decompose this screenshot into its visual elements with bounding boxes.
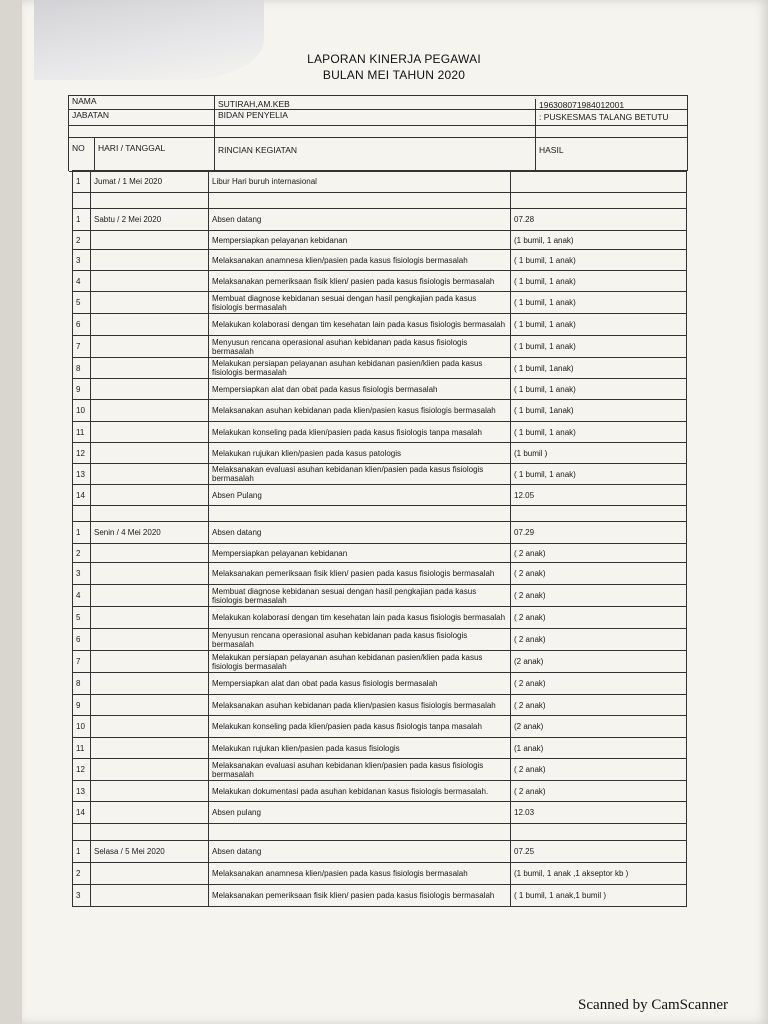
employee-header: [68, 95, 688, 171]
row-result: [511, 193, 687, 209]
row-activity: Membuat diagnose kebidanan sesuai dengan hasil pengkajian pada kasus fisiologis bermasalah: [209, 585, 511, 607]
table-row: [73, 863, 687, 885]
table-row: [73, 695, 687, 716]
row-no: 2: [73, 544, 91, 563]
table-row: [73, 336, 687, 358]
row-no: 14: [73, 485, 91, 506]
activity-table-body: [73, 171, 687, 907]
row-result: ( 2 anak): [511, 781, 687, 802]
row-result: ( 1 bumil, 1anak): [511, 400, 687, 422]
row-activity: Melaksanakan evaluasi asuhan kebidanan klien/pasien pada kasus fisiologis bermasalah: [209, 464, 511, 485]
table-row: [73, 544, 687, 563]
row-no: 4: [73, 271, 91, 292]
row-result: 07.25: [511, 841, 687, 863]
table-row: [73, 171, 687, 193]
row-day: Senin / 4 Mei 2020: [91, 522, 209, 544]
row-result: ( 1 bumil, 1 anak): [511, 314, 687, 336]
row-no: 7: [73, 336, 91, 358]
row-activity: Melaksanakan evaluasi asuhan kebidanan klien/pasien pada kasus fisiologis bermasalah: [209, 759, 511, 781]
row-no: 14: [73, 802, 91, 824]
jabatan-label: JABATAN: [69, 109, 215, 125]
row-day: [91, 400, 209, 422]
row-no: 7: [73, 651, 91, 673]
row-activity: Melaksanakan pemeriksaan fisik klien/ pasien pada kasus fisiologis bermasalah: [209, 271, 511, 292]
row-no: 12: [73, 759, 91, 781]
column-header-row: [69, 137, 687, 172]
row-day: [91, 824, 209, 841]
col-activity: RINCIAN KEGIATAN: [218, 145, 298, 155]
row-activity: Mempersiapkan alat dan obat pada kasus fisiologis bermasalah: [209, 379, 511, 400]
row-day: [91, 738, 209, 759]
col-no: NO: [69, 137, 95, 171]
row-activity: Absen datang: [209, 522, 511, 544]
row-result: 12.05: [511, 485, 687, 506]
report-period: BULAN MEI TAHUN 2020: [322, 68, 466, 82]
row-result: ( 1 bumil, 1 anak): [511, 250, 687, 271]
table-row: [73, 824, 687, 841]
report-title: LAPORAN KINERJA PEGAWAI: [307, 52, 481, 66]
row-result: ( 1 bumil, 1 anak): [511, 464, 687, 485]
row-result: (1 bumil, 1 anak ,1 akseptor kb ): [511, 863, 687, 885]
table-row: [73, 522, 687, 544]
row-activity: Membuat diagnose kebidanan sesuai dengan hasil pengkajian pada kasus fisiologis bermasalah: [209, 292, 511, 314]
row-activity: [209, 506, 511, 522]
row-result: ( 2 anak): [511, 673, 687, 695]
row-activity: Menyusun rencana operasional asuhan kebidanan pada kasus fisiologis bermasalah: [209, 336, 511, 358]
row-day: [91, 885, 209, 907]
jabatan-value: BIDAN PENYELIA: [218, 110, 288, 120]
row-day: [91, 802, 209, 824]
row-no: 1: [73, 841, 91, 863]
row-result: ( 1 bumil, 1 anak,1 bumil ): [511, 885, 687, 907]
row-result: ( 1 bumil, 1 anak): [511, 422, 687, 443]
row-no: [73, 193, 91, 209]
row-day: [91, 422, 209, 443]
row-activity: Melaksanakan asuhan kebidanan pada klien/pasien kasus fisiologis bermasalah: [209, 695, 511, 716]
table-row: [73, 250, 687, 271]
row-day: [91, 271, 209, 292]
table-row: [73, 651, 687, 673]
table-row: [73, 759, 687, 781]
table-row: [73, 673, 687, 695]
row-day: [91, 336, 209, 358]
row-day: [91, 695, 209, 716]
row-day: [91, 863, 209, 885]
row-day: [91, 563, 209, 585]
row-no: 6: [73, 314, 91, 336]
table-row: [73, 292, 687, 314]
table-row: [73, 358, 687, 379]
row-no: 3: [73, 885, 91, 907]
nama-value: SUTIRAH,AM.KEB: [218, 99, 290, 109]
row-activity: Melakukan persiapan pelayanan asuhan kebidanan pasien/klien pada kasus fisiologis bermasalah: [209, 651, 511, 673]
table-row: [73, 738, 687, 759]
row-result: ( 2 anak): [511, 563, 687, 585]
table-row: [73, 629, 687, 651]
row-day: [91, 231, 209, 250]
row-no: 10: [73, 716, 91, 738]
row-no: 9: [73, 695, 91, 716]
table-row: [73, 231, 687, 250]
row-activity: Menyusun rencana operasional asuhan kebidanan pada kasus fisiologis bermasalah: [209, 629, 511, 651]
row-day: [91, 485, 209, 506]
table-row: [73, 607, 687, 629]
table-row: [73, 379, 687, 400]
table-row: [73, 716, 687, 738]
row-day: Jumat / 1 Mei 2020: [91, 171, 209, 193]
row-result: ( 2 anak): [511, 544, 687, 563]
row-activity: [209, 193, 511, 209]
table-row: [73, 563, 687, 585]
row-no: 5: [73, 292, 91, 314]
blank-cell-a: [69, 125, 215, 137]
row-result: ( 1 bumil, 1 anak): [511, 336, 687, 358]
table-row: [73, 314, 687, 336]
row-day: [91, 464, 209, 485]
row-activity: Absen datang: [209, 841, 511, 863]
row-result: ( 1 bumil, 1 anak): [511, 379, 687, 400]
row-day: [91, 651, 209, 673]
row-result: ( 2 anak): [511, 607, 687, 629]
row-activity: Melakukan kolaborasi dengan tim kesehatan lain pada kasus fisiologis bermasalah: [209, 607, 511, 629]
row-day: [91, 607, 209, 629]
row-no: 8: [73, 673, 91, 695]
row-no: 11: [73, 738, 91, 759]
row-no: 10: [73, 400, 91, 422]
table-row: [73, 485, 687, 506]
row-activity: Absen pulang: [209, 802, 511, 824]
table-row: [73, 443, 687, 464]
row-activity: Melaksanakan pemeriksaan fisik klien/ pasien pada kasus fisiologis bermasalah: [209, 563, 511, 585]
row-result: 07.29: [511, 522, 687, 544]
row-activity: Mempersiapkan pelayanan kebidanan: [209, 544, 511, 563]
row-activity: Melaksanakan pemeriksaan fisik klien/ pasien pada kasus fisiologis bermasalah: [209, 885, 511, 907]
activity-table: [72, 170, 687, 907]
row-activity: Melaksanakan anamnesa klien/pasien pada kasus fisiologis bermasalah: [209, 863, 511, 885]
table-row: [73, 422, 687, 443]
row-day: [91, 716, 209, 738]
table-row: [73, 585, 687, 607]
camscanner-watermark: Scanned by CamScanner: [578, 997, 728, 1013]
row-day: [91, 506, 209, 522]
row-activity: Mempersiapkan pelayanan kebidanan: [209, 231, 511, 250]
row-day: Selasa / 5 Mei 2020: [91, 841, 209, 863]
table-row: [73, 885, 687, 907]
row-activity: Melaksanakan asuhan kebidanan pada klien/pasien kasus fisiologis bermasalah: [209, 400, 511, 422]
row-no: 1: [73, 522, 91, 544]
row-no: 1: [73, 171, 91, 193]
row-result: ( 2 anak): [511, 629, 687, 651]
row-activity: Mempersiapkan alat dan obat pada kasus fisiologis bermasalah: [209, 673, 511, 695]
row-no: 12: [73, 443, 91, 464]
row-result: ( 2 anak): [511, 695, 687, 716]
row-no: 5: [73, 607, 91, 629]
row-activity: Melakukan rujukan klien/pasien pada kasus fisiologis: [209, 738, 511, 759]
table-row: [73, 271, 687, 292]
table-row: [73, 209, 687, 231]
row-result: [511, 824, 687, 841]
row-activity: Melakukan konseling pada klien/pasien pada kasus fisiologis tanpa masalah: [209, 422, 511, 443]
row-result: 12.03: [511, 802, 687, 824]
row-activity: Melakukan kolaborasi dengan tim kesehatan lain pada kasus fisiologis bermasalah: [209, 314, 511, 336]
row-result: (1 bumil, 1 anak): [511, 231, 687, 250]
row-no: 9: [73, 379, 91, 400]
nama-label: NAMA: [69, 96, 215, 109]
row-activity: [209, 824, 511, 841]
table-row: [73, 193, 687, 209]
unit-value: : PUSKESMAS TALANG BETUTU: [535, 109, 687, 125]
header-row-nama: [69, 96, 687, 110]
row-day: [91, 358, 209, 379]
row-day: [91, 759, 209, 781]
blank-cell-b: [535, 125, 687, 137]
table-row: [73, 781, 687, 802]
row-result: [511, 171, 687, 193]
row-result: ( 1 bumil, 1 anak): [511, 271, 687, 292]
table-row: [73, 400, 687, 422]
row-no: 3: [73, 563, 91, 585]
row-day: [91, 193, 209, 209]
row-day: [91, 314, 209, 336]
row-no: 11: [73, 422, 91, 443]
row-day: [91, 673, 209, 695]
table-row: [73, 802, 687, 824]
row-no: 2: [73, 231, 91, 250]
col-result: HASIL: [535, 137, 687, 171]
row-no: 13: [73, 781, 91, 802]
row-result: [511, 506, 687, 522]
row-no: 6: [73, 629, 91, 651]
row-day: [91, 379, 209, 400]
row-activity: Melakukan persiapan pelayanan asuhan kebidanan pasien/klien pada kasus fisiologis bermasalah: [209, 358, 511, 379]
row-activity: Melakukan dokumentasi pada asuhan kebidanan kasus fisiologis bermasalah.: [209, 781, 511, 802]
row-no: 1: [73, 209, 91, 231]
row-no: 4: [73, 585, 91, 607]
row-day: Sabtu / 2 Mei 2020: [91, 209, 209, 231]
row-activity: Melaksanakan anamnesa klien/pasien pada kasus fisiologis bermasalah: [209, 250, 511, 271]
row-activity: Melakukan konseling pada klien/pasien pada kasus fisiologis tanpa masalah: [209, 716, 511, 738]
row-day: [91, 544, 209, 563]
nip-value: 196308071984012001: [535, 99, 687, 112]
row-result: ( 2 anak): [511, 585, 687, 607]
row-no: 13: [73, 464, 91, 485]
row-day: [91, 585, 209, 607]
col-day: HARI / TANGGAL: [95, 137, 215, 171]
table-row: [73, 841, 687, 863]
row-no: 2: [73, 863, 91, 885]
row-result: (1 bumil ): [511, 443, 687, 464]
row-activity: Melakukan rujukan klien/pasien pada kasus patologis: [209, 443, 511, 464]
row-result: (1 anak): [511, 738, 687, 759]
row-day: [91, 781, 209, 802]
row-no: 8: [73, 358, 91, 379]
row-day: [91, 250, 209, 271]
row-result: ( 2 anak): [511, 759, 687, 781]
header-row-jabatan: [69, 109, 687, 126]
row-activity: Absen Pulang: [209, 485, 511, 506]
row-result: (2 anak): [511, 651, 687, 673]
row-no: [73, 824, 91, 841]
row-no: [73, 506, 91, 522]
row-no: 3: [73, 250, 91, 271]
row-activity: Absen datang: [209, 209, 511, 231]
row-result: ( 1 bumil, 1anak): [511, 358, 687, 379]
row-result: (2 anak): [511, 716, 687, 738]
table-row: [73, 464, 687, 485]
table-row: [73, 506, 687, 522]
row-result: ( 1 bumil, 1 anak): [511, 292, 687, 314]
row-activity: Libur Hari buruh internasional: [209, 171, 511, 193]
row-day: [91, 292, 209, 314]
row-result: 07.28: [511, 209, 687, 231]
row-day: [91, 443, 209, 464]
row-day: [91, 629, 209, 651]
